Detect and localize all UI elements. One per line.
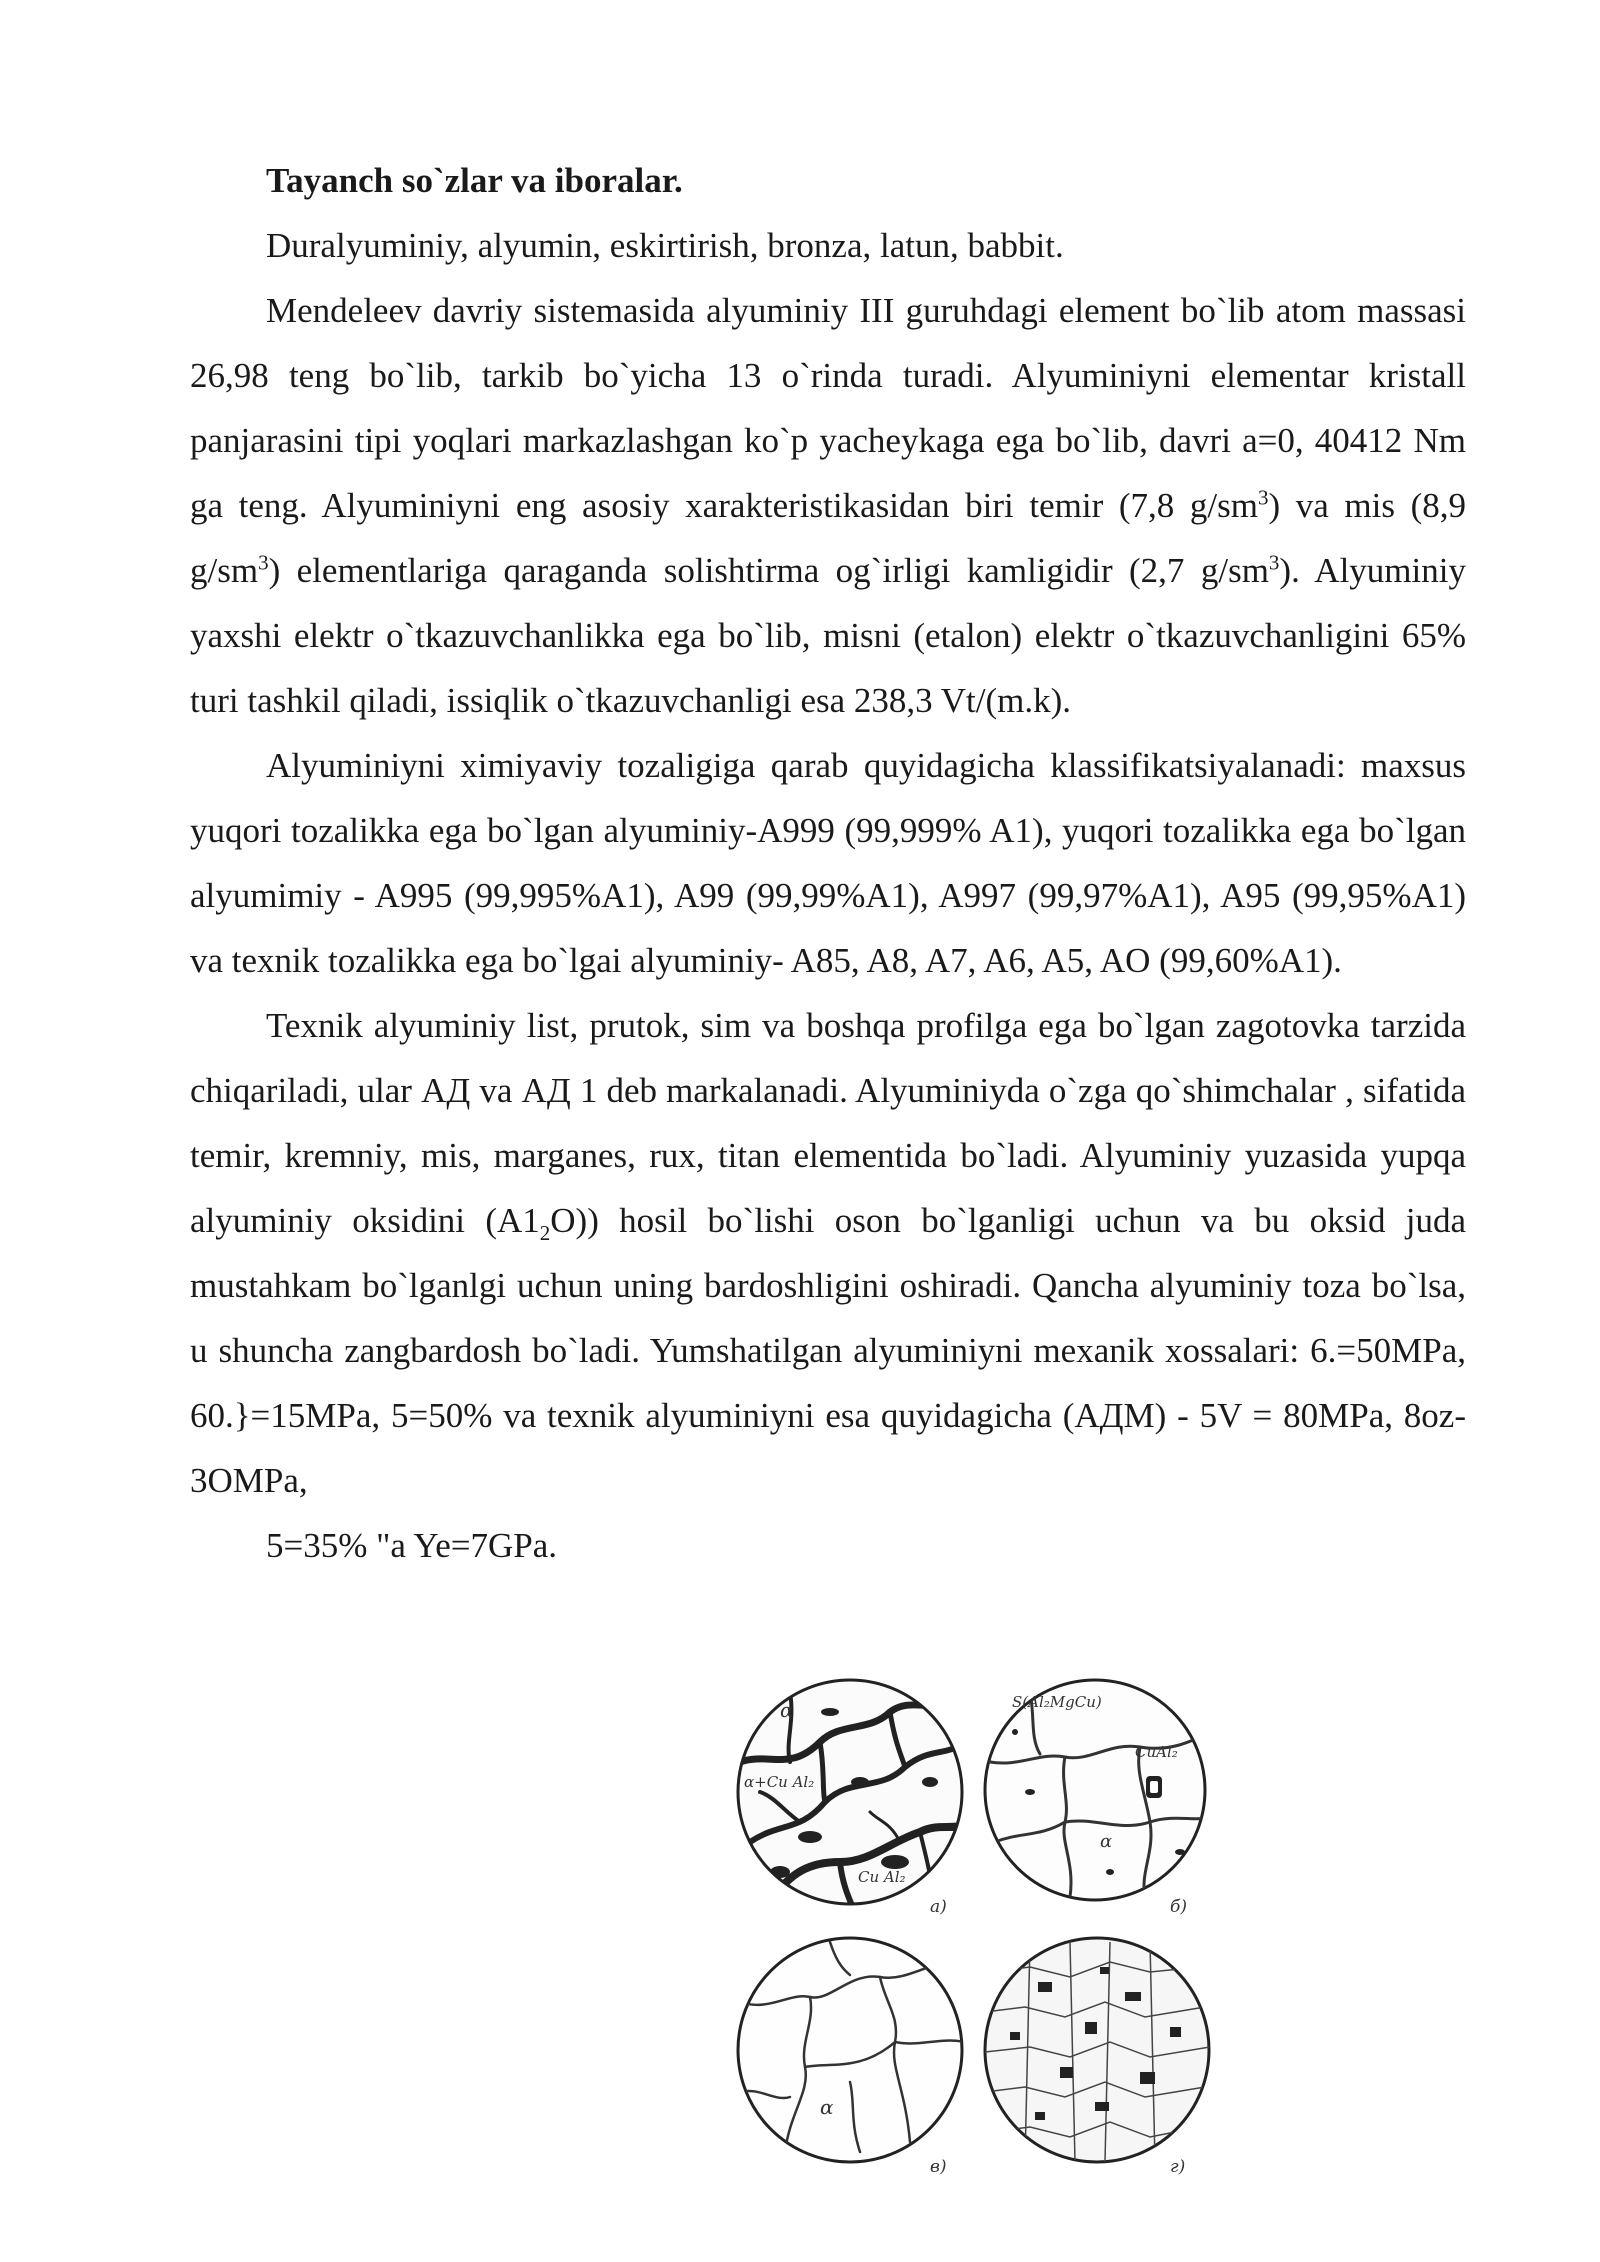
micrograph-d [985,1938,1210,2177]
keywords-paragraph: Duralyuminiy, alyumin, eskirtirish, bronza, latun, babbit. [266,226,1064,265]
paragraph-4: 5=35% "a Ye=7GPa. [266,1526,557,1565]
micrograph-a-caption: а) [930,1897,947,1917]
micrograph-d-caption: г) [1170,2157,1186,2177]
micrograph-c-label-1: α [820,2095,834,2119]
micrograph-a [738,1680,970,1917]
microstructure-svg [730,1672,1230,2182]
micrograph-a-label-2: α+Cu Al₂ [744,1773,815,1791]
p3-text-a: Texnik alyuminiy list, prutok, sim va boshqa profilga ega bo`lgan zagotovka tarzida chiqariladi, ular АД va АД 1 deb markalanadi. Alyuminiyda o`zga qo`shimchalar , sifatida temir, kremniy, mis, marganes, rux, titan elementida bo`ladi. Alyuminiy yuzasida yupqa alyuminiy oksidini (A1 [190,1006,1466,1240]
p3-text-b: O)) hosil bo`lishi oson bo`lganligi uchun va bu oksid juda mustahkam bo`lganlgi uchun uning bardoshligini oshiradi. Qancha alyuminiy toza bo`lsa, u shuncha zangbardosh bo`ladi. Yumshatilgan alyuminiyni mexanik xossalari: 6.=50MPa, 60.}=15MPa, 5=50% va texnik alyuminiyni esa quyidagicha (АДМ) - 5V = 80MPa, 8oz-3OMPa, [190,1201,1467,1500]
micrograph-b-label-3: α [1100,1831,1113,1852]
text-body [190,148,1466,1578]
microstructure-figure [730,1672,1230,2182]
section-heading: Tayanch so`zlar va iboralar. [266,161,683,200]
micrograph-b-label-2: CuAl₂ [1135,1743,1178,1761]
micrograph-b [985,1680,1210,1917]
p3-sub-1: 2 [539,1221,551,1245]
p1-text-a: Mendeleev davriy sistemasida alyuminiy III guruhdagi element bo`lib atom massasi 26,98 teng bo`lib, tarkib bo`yicha 13 o`rinda turadi. Alyuminiyni elementar kristall panjarasini tipi yoqlari markazlashgan ko`p yacheykaga ega bo`lib, davri a=0, 40412 Nm ga teng. Alyuminiyni eng asosiy xarakteristikasidan biri temir (7,8 g/sm [190,291,1466,525]
micrograph-a-label-3: Cu Al₂ [858,1868,906,1886]
micrograph-c-caption: в) [930,2157,947,2177]
micrograph-b-caption: б) [1170,1897,1188,1917]
paragraph-2: Alyuminiyni ximiyaviy tozaligiga qarab quyidagicha klassifikatsiyalanadi: maxsus yuqori tozalikka ega bo`lgan alyuminiy-A999 (99,999% A1), yuqori tozalikka ega bo`lgan alyumimiy - A995 (99,995%A1), A99 (99,99%A1), A997 (99,97%A1), A95 (99,95%A1) va texnik tozalikka ega bo`lgai alyuminiy- A85, A8, A7, A6, A5, AO (99,60%A1). [190,746,1466,980]
p1-text-b: ) va mis (8,9 g/sm [190,486,1466,590]
paragraph-1 [190,278,1466,733]
micrograph-a-label-1: α [780,1698,794,1722]
p1-sup-1: 3 [1257,485,1269,510]
p1-sup-2: 3 [258,550,269,575]
p1-sup-3: 3 [1268,550,1280,575]
p1-text-c: ) elementlariga qaraganda solishtirma og`irligi kamligidir (2,7 g/sm [268,551,1269,590]
paragraph-3 [190,993,1466,1513]
micrograph-c [738,1938,965,2177]
p1-text-d: ). Alyuminiy yaxshi elektr o`tkazuvchanlikka ega bo`lib, misni (etalon) elektr o`tkazuvchanligini 65% turi tashkil qiladi, issiqlik o`tkazuvchanligi esa 238,3 Vt/(m.k). [190,551,1466,720]
micrograph-b-label-1: S(Al₂MgCu) [1012,1693,1102,1711]
